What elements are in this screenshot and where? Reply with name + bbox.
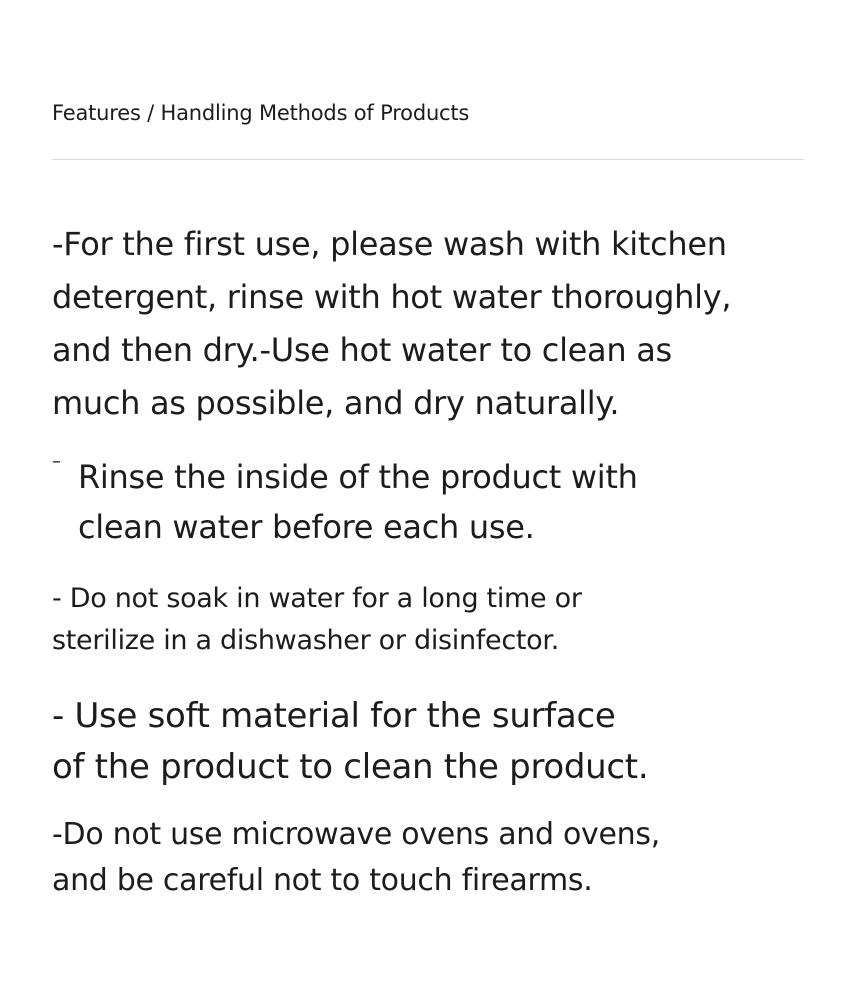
instruction-line: - Do not soak in water for a long time or — [52, 583, 582, 614]
instruction-line: of the product to clean the product. — [52, 747, 649, 787]
bullet-marker: – — [52, 451, 61, 472]
header-divider — [52, 159, 804, 160]
instruction-line: -For the first use, please wash with kitchen — [52, 225, 727, 263]
instruction-no-microwave — [52, 812, 812, 904]
instruction-line: sterilize in a dishwasher or disinfector. — [52, 625, 559, 656]
instruction-line: and then dry.-Use hot water to clean as — [52, 331, 672, 369]
instruction-rinse — [52, 452, 812, 552]
instruction-line: Rinse the inside of the product with — [78, 458, 638, 496]
instruction-line: much as possible, and dry naturally. — [52, 384, 620, 422]
instruction-line: clean water before each use. — [78, 508, 535, 546]
instruction-first-use — [52, 218, 812, 430]
instruction-line: - Use soft material for the surface — [52, 696, 616, 736]
instruction-soft-material — [52, 691, 812, 793]
instruction-line: -Do not use microwave ovens and ovens, — [52, 817, 660, 852]
instruction-line: detergent, rinse with hot water thoroughly, — [52, 278, 732, 316]
instruction-no-soak — [52, 578, 812, 662]
page-title: Features / Handling Methods of Products — [52, 101, 470, 125]
instruction-line: and be careful not to touch firearms. — [52, 863, 593, 898]
